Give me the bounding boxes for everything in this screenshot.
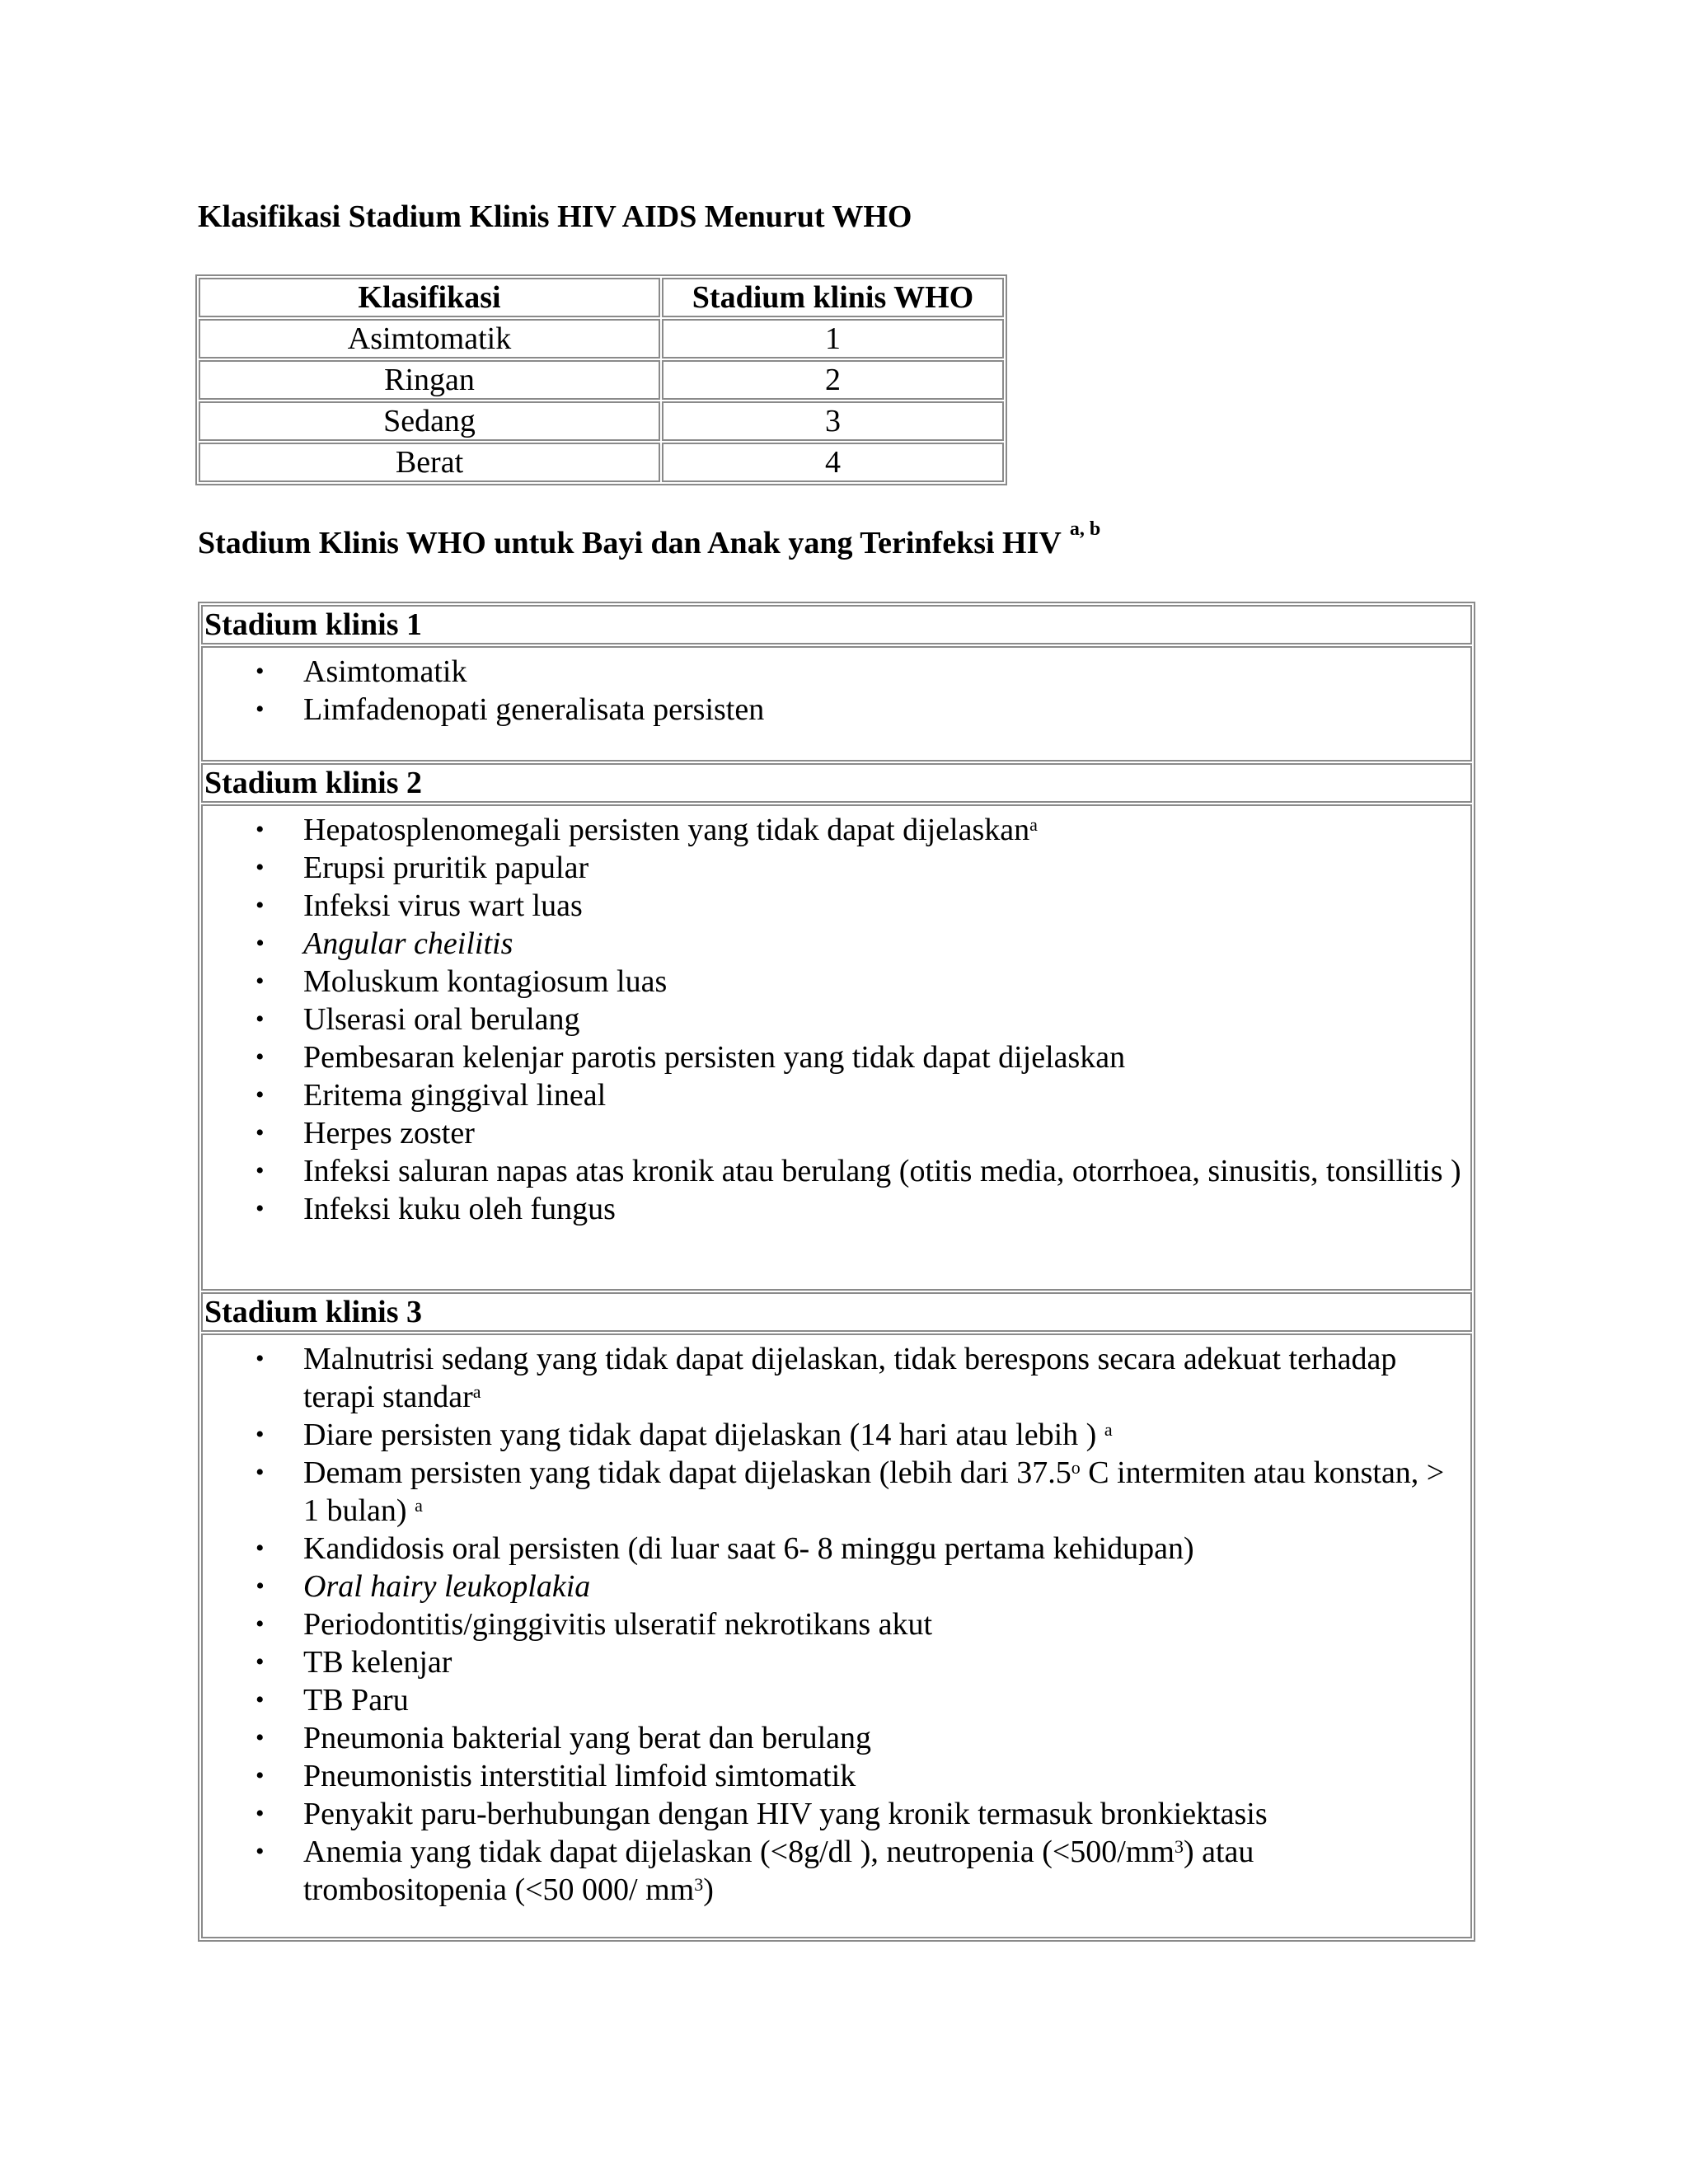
list-item	[203, 1833, 1462, 1909]
section-title-text: Stadium Klinis WHO untuk Bayi dan Anak yang Terinfeksi HIV	[198, 526, 1062, 560]
bullet-icon: •	[256, 696, 265, 723]
bullet-icon: •	[256, 1535, 265, 1562]
list-item	[203, 691, 1462, 729]
list-item	[203, 925, 1462, 963]
list-item-text: Oral hairy leukoplakia	[303, 1569, 591, 1604]
bullet-icon: •	[256, 968, 265, 995]
list-item-text: Infeksi virus wart luas	[303, 888, 583, 923]
list-item-text: Moluskum kontagiosum luas	[303, 964, 668, 999]
list-item-text: Periodontitis/ginggivitis ulseratif nekrotikans akut	[303, 1607, 933, 1642]
section-title	[198, 518, 1101, 560]
bullet-icon: •	[256, 1005, 265, 1033]
table-cell-stadium: 4	[662, 443, 1004, 482]
stage-body-2	[201, 804, 1472, 1291]
list-item	[203, 1340, 1462, 1416]
list-item-text: Erupsi pruritik papular	[303, 851, 589, 885]
bullet-icon: •	[256, 1762, 265, 1789]
page-title: Klasifikasi Stadium Klinis HIV AIDS Menurut WHO	[198, 199, 912, 234]
footnote-marker: o	[1071, 1457, 1081, 1478]
bullet-icon: •	[256, 1800, 265, 1827]
footnote-marker: a	[415, 1495, 423, 1516]
table-cell-stadium: 1	[662, 319, 1004, 359]
list-item-text: Demam persisten yang tidak dapat dijelaskan (lebih dari 37.5	[303, 1455, 1071, 1490]
list-item-text: Diare persisten yang tidak dapat dijelaskan (14 hari atau lebih )	[303, 1418, 1104, 1452]
list-item-text: Pembesaran kelenjar parotis persisten yang tidak dapat dijelaskan	[303, 1040, 1126, 1075]
stage-table	[198, 602, 1475, 1942]
list-item-text: Infeksi kuku oleh fungus	[303, 1192, 616, 1226]
classification-table	[195, 274, 1007, 485]
list-item-text: Pneumonistis interstitial limfoid simtomatik	[303, 1759, 856, 1793]
list-item	[203, 1568, 1462, 1605]
column-header-klasifikasi: Klasifikasi	[199, 278, 660, 317]
list-item-text: Hepatosplenomegali persisten yang tidak dapat dijelaskan	[303, 813, 1030, 847]
list-item-text: TB kelenjar	[303, 1645, 452, 1680]
list-item	[203, 887, 1462, 925]
bullet-icon: •	[256, 1345, 265, 1372]
list-item	[203, 1114, 1462, 1152]
footnote-marker: a	[1104, 1419, 1113, 1440]
bullet-icon: •	[256, 1686, 265, 1713]
section-title-footnote: a, b	[1069, 518, 1101, 540]
list-item	[203, 1001, 1462, 1038]
bullet-icon: •	[256, 1421, 265, 1448]
bullet-icon: •	[256, 816, 265, 843]
list-item-text: C intermiten atau konstan, > 1 bulan)	[303, 1455, 1445, 1528]
bullet-icon: •	[256, 1119, 265, 1146]
stage-list	[203, 806, 1470, 1228]
bullet-icon: •	[256, 1648, 265, 1675]
list-item	[203, 1454, 1462, 1530]
table-row	[199, 401, 1004, 441]
table-cell-stadium: 3	[662, 401, 1004, 441]
bullet-icon: •	[256, 1610, 265, 1638]
list-item	[203, 1416, 1462, 1454]
bullet-icon: •	[256, 892, 265, 919]
list-item	[203, 1190, 1462, 1228]
footnote-marker: a	[472, 1381, 481, 1402]
stage-body-3	[201, 1333, 1472, 1938]
list-item	[203, 1530, 1462, 1568]
stage-heading-2: Stadium klinis 2	[201, 763, 1472, 803]
list-item-text: Limfadenopati generalisata persisten	[303, 692, 765, 727]
list-item-text: Asimtomatik	[303, 654, 467, 689]
bullet-icon: •	[256, 1459, 265, 1486]
bullet-icon: •	[256, 1195, 265, 1222]
table-cell-stadium: 2	[662, 360, 1004, 400]
stage-heading-3: Stadium klinis 3	[201, 1292, 1472, 1332]
list-item	[203, 1076, 1462, 1114]
table-cell-klasifikasi: Asimtomatik	[199, 319, 660, 359]
list-item	[203, 1605, 1462, 1643]
list-item	[203, 1152, 1462, 1190]
list-item-text: Kandidosis oral persisten (di luar saat 6- 8 minggu pertama kehidupan)	[303, 1531, 1194, 1566]
stage-heading-1: Stadium klinis 1	[201, 605, 1472, 644]
list-item-text: Penyakit paru-berhubungan dengan HIV yang kronik termasuk bronkiektasis	[303, 1797, 1268, 1831]
table-header-row	[199, 278, 1004, 317]
list-item	[203, 1643, 1462, 1681]
bullet-icon: •	[256, 1157, 265, 1184]
bullet-icon: •	[256, 658, 265, 685]
list-item	[203, 1038, 1462, 1076]
column-header-stadium: Stadium klinis WHO	[662, 278, 1004, 317]
list-item-text: Herpes zoster	[303, 1116, 475, 1151]
table-row	[199, 443, 1004, 482]
list-item-text: ) atau trombositopenia (<50 000/ mm	[303, 1835, 1254, 1907]
bullet-icon: •	[256, 1081, 265, 1108]
list-item-text: Eritema ginggival lineal	[303, 1078, 607, 1113]
table-cell-klasifikasi: Berat	[199, 443, 660, 482]
list-item-text: TB Paru	[303, 1683, 409, 1718]
list-item-text: Ulserasi oral berulang	[303, 1002, 580, 1037]
list-item-text: Anemia yang tidak dapat dijelaskan (<8g/dl ), neutropenia (<500/mm	[303, 1835, 1175, 1869]
list-item-text: Angular cheilitis	[303, 926, 513, 961]
list-item-text: Malnutrisi sedang yang tidak dapat dijelaskan, tidak berespons secara adekuat terhadap terapi standar	[303, 1342, 1397, 1414]
bullet-icon: •	[256, 854, 265, 881]
stage-body-1	[201, 646, 1472, 762]
footnote-marker: a	[1029, 814, 1038, 835]
list-item	[203, 1719, 1462, 1757]
table-row	[199, 360, 1004, 400]
bullet-icon: •	[256, 1838, 265, 1865]
list-item	[203, 653, 1462, 691]
list-item	[203, 963, 1462, 1001]
stage-list	[203, 648, 1470, 729]
footnote-marker: 3	[694, 1874, 704, 1895]
list-item	[203, 1681, 1462, 1719]
list-item	[203, 849, 1462, 887]
bullet-icon: •	[256, 1043, 265, 1071]
bullet-icon: •	[256, 1724, 265, 1751]
table-cell-klasifikasi: Ringan	[199, 360, 660, 400]
stage-list	[203, 1335, 1470, 1909]
list-item-text: Pneumonia bakterial yang berat dan berulang	[303, 1721, 872, 1755]
list-item-text: Infeksi saluran napas atas kronik atau berulang (otitis media, otorrhoea, sinusitis, tonsillitis )	[303, 1154, 1461, 1188]
bullet-icon: •	[256, 1572, 265, 1600]
list-item	[203, 1795, 1462, 1833]
table-row	[199, 319, 1004, 359]
list-item-text: )	[703, 1872, 714, 1907]
footnote-marker: 3	[1174, 1836, 1184, 1857]
table-cell-klasifikasi: Sedang	[199, 401, 660, 441]
list-item	[203, 1757, 1462, 1795]
bullet-icon: •	[256, 930, 265, 957]
list-item	[203, 811, 1462, 849]
